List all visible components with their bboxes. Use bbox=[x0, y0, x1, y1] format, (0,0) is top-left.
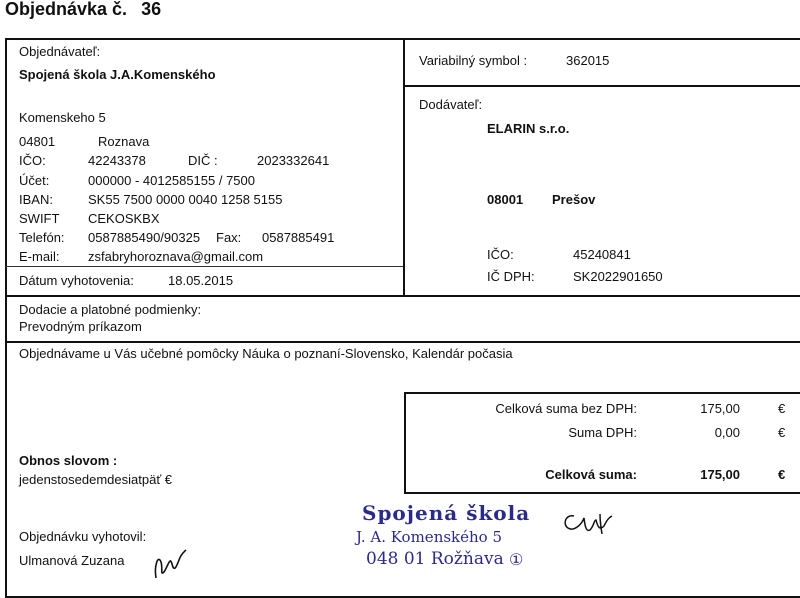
issue-date: 18.05.2015 bbox=[168, 273, 234, 288]
supplier-label: Dodávateľ: bbox=[419, 97, 483, 112]
issue-date-label: Dátum vyhotovenia: bbox=[19, 273, 134, 288]
supplier-zip: 08001 bbox=[487, 192, 524, 207]
total-label: Celková suma: bbox=[545, 467, 637, 482]
buyer-email-label: E-mail: bbox=[19, 249, 60, 264]
buyer-name: Spojená škola J.A.Komenského bbox=[19, 67, 216, 82]
title-label: Objednávka č. bbox=[5, 0, 128, 19]
terms-value: Prevodným príkazom bbox=[19, 319, 142, 334]
buyer-iban: SK55 7500 0000 0040 1258 5155 bbox=[88, 192, 283, 207]
buyer-dic-label: DIČ : bbox=[188, 153, 218, 168]
buyer-street: Komenskeho 5 bbox=[19, 110, 106, 125]
buyer-swift: CEKOSKBX bbox=[88, 211, 160, 226]
issued-by-name: Ulmanová Zuzana bbox=[19, 553, 125, 568]
vat-label: Suma DPH: bbox=[568, 425, 637, 440]
stamp-line-2: J. A. Komenského 5 bbox=[356, 528, 503, 546]
buyer-city: Roznava bbox=[98, 134, 150, 149]
buyer-phone: 0587885490/90325 bbox=[88, 230, 201, 245]
subtotal-currency: € bbox=[778, 401, 786, 416]
total-value: 175,00 bbox=[700, 467, 740, 482]
supplier-city: Prešov bbox=[552, 192, 596, 207]
buyer-account: 000000 - 4012585155 / 7500 bbox=[88, 173, 255, 188]
document-title bbox=[5, 0, 161, 20]
supplier-name: ELARIN s.r.o. bbox=[487, 121, 570, 136]
column-divider bbox=[403, 38, 405, 297]
supplier-icdph: SK2022901650 bbox=[573, 269, 663, 284]
order-number: 36 bbox=[141, 0, 162, 19]
stamp-mark: ① bbox=[509, 550, 524, 569]
stamp-line-3: 048 01 Rožňava bbox=[366, 549, 504, 569]
vat-value: 0,00 bbox=[714, 425, 740, 440]
buyer-label: Objednávateľ: bbox=[19, 44, 101, 59]
order-text: Objednávame u Vás učebné pomôcky Náuka o poznaní-Slovensko, Kalendár počasia bbox=[19, 346, 513, 361]
buyer-account-label: Účet: bbox=[19, 173, 50, 188]
supplier-ico-label: IČO: bbox=[487, 247, 514, 262]
supplier-icdph-label: IČ DPH: bbox=[487, 269, 535, 284]
buyer-iban-label: IBAN: bbox=[19, 192, 53, 207]
approver-signature bbox=[560, 506, 620, 538]
date-bottom-line bbox=[5, 295, 405, 297]
date-top-line bbox=[5, 266, 403, 267]
buyer-ico: 42243378 bbox=[88, 153, 146, 168]
supplier-bottom-line bbox=[403, 295, 800, 297]
buyer-dic: 2023332641 bbox=[257, 153, 330, 168]
issued-by-label: Objednávku vyhotovil: bbox=[19, 529, 147, 544]
buyer-zip: 04801 bbox=[19, 134, 56, 149]
issuer-signature bbox=[148, 542, 192, 582]
terms-bottom-line bbox=[5, 341, 800, 343]
terms-label: Dodacie a platobné podmienky: bbox=[19, 302, 202, 317]
stamp-line-1: Spojená škola bbox=[362, 501, 531, 525]
buyer-email: zsfabryhoroznava@gmail.com bbox=[88, 249, 264, 264]
supplier-ico: 45240841 bbox=[573, 247, 631, 262]
buyer-ico-label: IČO: bbox=[19, 153, 46, 168]
variable-symbol-value: 362015 bbox=[566, 53, 610, 68]
vat-currency: € bbox=[778, 425, 786, 440]
variable-symbol-label: Variabilný symbol : bbox=[419, 53, 528, 68]
buyer-fax: 0587885491 bbox=[262, 230, 335, 245]
total-currency: € bbox=[778, 467, 786, 482]
words-label: Obnos slovom : bbox=[19, 453, 118, 468]
symbol-divider bbox=[403, 85, 800, 87]
buyer-swift-label: SWIFT bbox=[19, 211, 60, 226]
buyer-fax-label: Fax: bbox=[216, 230, 242, 245]
words-value: jedenstosedemdesiatpäť € bbox=[19, 472, 173, 487]
buyer-phone-label: Telefón: bbox=[19, 230, 65, 245]
subtotal-value: 175,00 bbox=[700, 401, 740, 416]
subtotal-label: Celková suma bez DPH: bbox=[495, 401, 637, 416]
